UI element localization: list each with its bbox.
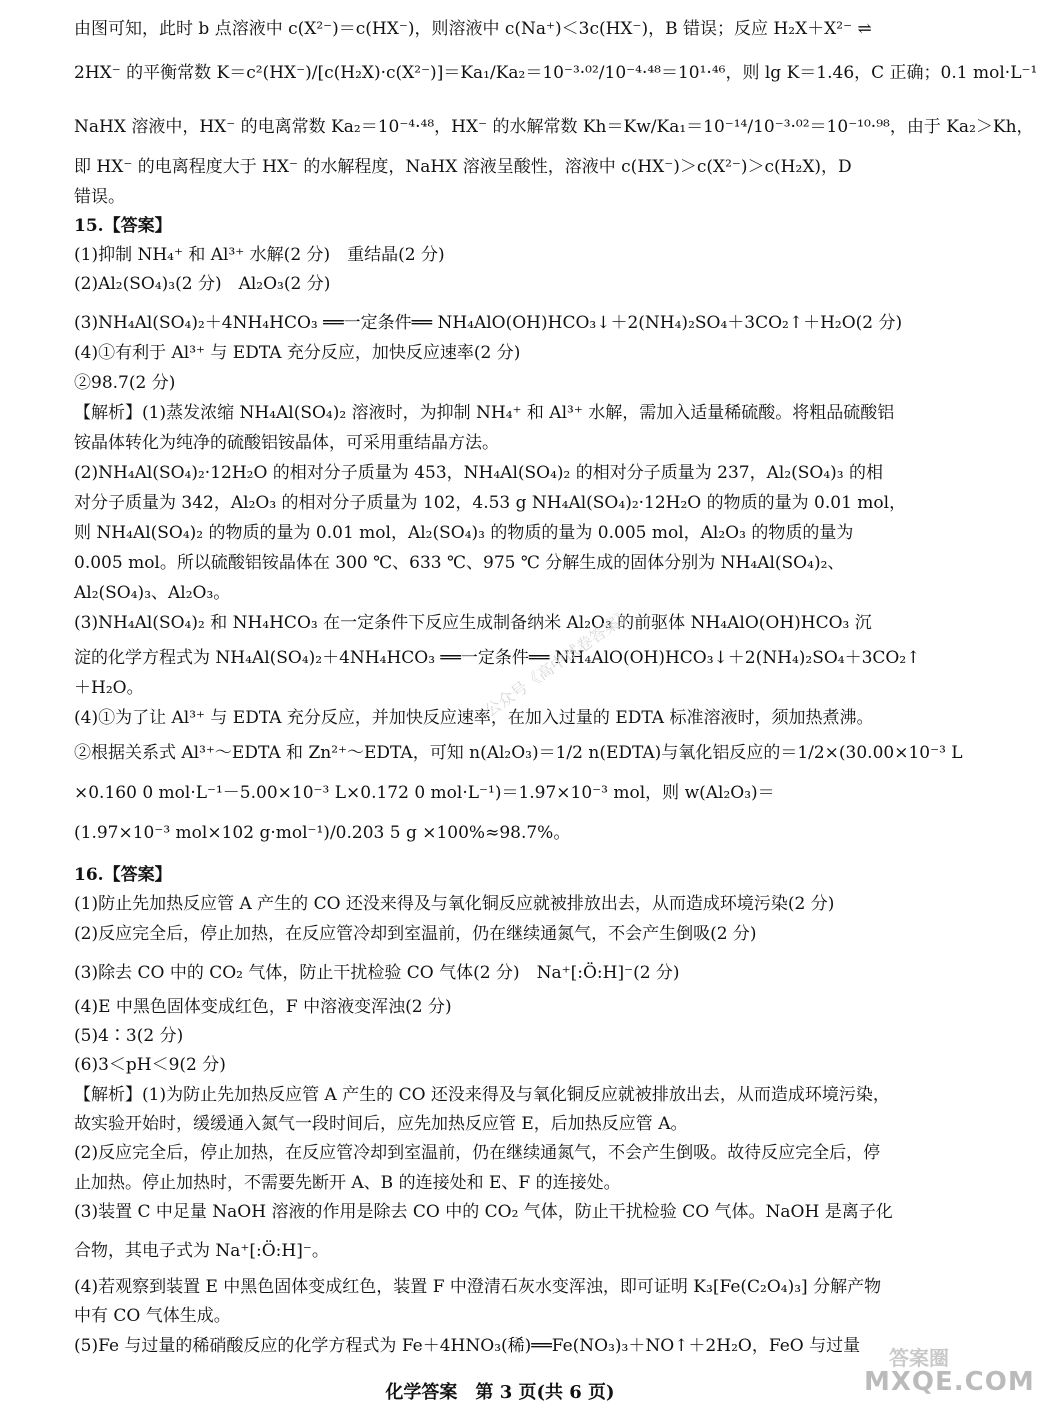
text-line: 中有 CO 气体生成。	[74, 1306, 231, 1326]
text-line: (3)NH₄Al(SO₄)₂ 和 NH₄HCO₃ 在一定条件下反应生成制备纳米 Al₂O₃ 的前驱体 NH₄AlO(OH)HCO₃ 沉	[74, 613, 872, 633]
text-line: 2HX⁻ 的平衡常数 K＝c²(HX⁻)/[c(H₂X)·c(X²⁻)]＝Ka₁/Ka₂＝10⁻³·⁰²/10⁻⁴·⁴⁸＝10¹·⁴⁶，则 lg K＝1.46，C 正确；0.1 mol·L⁻¹	[74, 63, 1037, 83]
text-line: (1.97×10⁻³ mol×102 g·mol⁻¹)/0.203 5 g ×100%≈98.7%。	[74, 823, 571, 843]
text-line: (5)Fe 与过量的稀硝酸反应的化学方程式为 Fe＋4HNO₃(稀)══Fe(NO₃)₃＋NO↑＋2H₂O，FeO 与过量	[74, 1336, 861, 1356]
text-line: 止加热。停止加热时，不需要先断开 A、B 的连接处和 E、F 的连接处。	[74, 1173, 621, 1193]
watermark-bottom: MXQE.COM	[864, 1367, 1035, 1397]
text-line: 则 NH₄Al(SO₄)₂ 的物质的量为 0.01 mol，Al₂(SO₄)₃ 的物质的量为 0.005 mol，Al₂O₃ 的物质的量为	[74, 523, 854, 543]
text-line: NaHX 溶液中，HX⁻ 的电离常数 Ka₂＝10⁻⁴·⁴⁸，HX⁻ 的水解常数 Kh＝Kw/Ka₁＝10⁻¹⁴/10⁻³·⁰²＝10⁻¹⁰·⁹⁸，由于 Ka₂＞Kh，	[74, 117, 1034, 137]
equation-line: 淀的化学方程式为 NH₄Al(SO₄)₂＋4NH₄HCO₃ ══一定条件══ NH₄AlO(OH)HCO₃↓＋2(NH₄)₂SO₄＋3CO₂↑	[74, 648, 921, 668]
text-line: (4)①为了让 Al³⁺ 与 EDTA 充分反应，并加快反应速率，在加入过量的 EDTA 标准溶液时，须加热煮沸。	[74, 708, 874, 728]
text-line: ＋H₂O。	[74, 678, 144, 698]
text-line: (3)除去 CO 中的 CO₂ 气体，防止干扰检验 CO 气体(2 分) Na⁺[:Ö:H]⁻(2 分)	[74, 963, 680, 983]
text-line: 【解析】(1)为防止先加热反应管 A 产生的 CO 还没来得及与氧化铜反应就被排放出去，从而造成环境污染，	[74, 1085, 890, 1105]
text-line: 错误。	[74, 187, 125, 207]
text-line: (1)抑制 NH₄⁺ 和 Al³⁺ 水解(2 分) 重结晶(2 分)	[74, 245, 445, 265]
text-line: (2)反应完全后，停止加热，在反应管冷却到室温前，仍在继续通氮气，不会产生倒吸(2 分)	[74, 924, 757, 944]
text-line: (4)①有利于 Al³⁺ 与 EDTA 充分反应，加快反应速率(2 分)	[74, 343, 521, 363]
text-line: 铵晶体转化为纯净的硫酸铝铵晶体，可采用重结晶方法。	[74, 433, 499, 453]
text-line: Al₂(SO₄)₃、Al₂O₃。	[74, 583, 231, 603]
diagonal-watermark: 公众号《高中试卷答案》	[481, 604, 637, 721]
text-line: (4)若观察到装置 E 中黑色固体变成红色，装置 F 中澄清石灰水变浑浊，即可证明 K₃[Fe(C₂O₄)₃] 分解产物	[74, 1277, 882, 1297]
text-line: 即 HX⁻ 的电离程度大于 HX⁻ 的水解程度，NaHX 溶液呈酸性，溶液中 c(HX⁻)＞c(X²⁻)＞c(H₂X)，D	[74, 157, 852, 177]
text-line: (4)E 中黑色固体变成红色，F 中溶液变浑浊(2 分)	[74, 997, 452, 1017]
watermark-top: 答案圈	[889, 1346, 949, 1370]
text-line: 0.005 mol。所以硫酸铝铵晶体在 300 ℃、633 ℃、975 ℃ 分解生成的固体分别为 NH₄Al(SO₄)₂、	[74, 553, 845, 573]
text-line: 对分子质量为 342，Al₂O₃ 的相对分子质量为 102，4.53 g NH₄Al(SO₄)₂·12H₂O 的物质的量为 0.01 mol，	[74, 493, 907, 513]
equation-line: (3)NH₄Al(SO₄)₂＋4NH₄HCO₃ ══一定条件══ NH₄AlO(OH)HCO₃↓＋2(NH₄)₂SO₄＋3CO₂↑＋H₂O(2 分)	[74, 313, 903, 333]
text-line: (2)反应完全后，停止加热，在反应管冷却到室温前，仍在继续通氮气，不会产生倒吸。故待反应完全后，停	[74, 1143, 881, 1163]
text-line: 【解析】(1)蒸发浓缩 NH₄Al(SO₄)₂ 溶液时，为抑制 NH₄⁺ 和 Al³⁺ 水解，需加入适量稀硫酸。将粗品硫酸铝	[74, 403, 895, 423]
text-line: (2)NH₄Al(SO₄)₂·12H₂O 的相对分子质量为 453，NH₄Al(SO₄)₂ 的相对分子质量为 237，Al₂(SO₄)₃ 的相	[74, 463, 884, 483]
section-heading: 16.【答案】	[74, 865, 172, 885]
page-footer: 化学答案 第 3 页(共 6 页)	[385, 1382, 615, 1403]
site-watermark-logo	[864, 1346, 1035, 1406]
text-line: (5)4∶3(2 分)	[74, 1026, 184, 1046]
text-line: ×0.160 0 mol·L⁻¹－5.00×10⁻³ L×0.172 0 mol·L⁻¹)＝1.97×10⁻³ mol，则 w(Al₂O₃)＝	[74, 783, 775, 803]
section-heading: 15.【答案】	[74, 216, 172, 236]
text-line: 故实验开始时，缓缓通入氮气一段时间后，应先加热反应管 E，后加热反应管 A。	[74, 1114, 688, 1134]
text-line: 由图可知，此时 b 点溶液中 c(X²⁻)＝c(HX⁻)，则溶液中 c(Na⁺)＜3c(HX⁻)，B 错误；反应 H₂X＋X²⁻ ⇌	[74, 19, 872, 39]
text-line: 合物，其电子式为 Na⁺[:Ö:H]⁻。	[74, 1241, 329, 1261]
text-line: (2)Al₂(SO₄)₃(2 分) Al₂O₃(2 分)	[74, 274, 331, 294]
text-line: (3)装置 C 中足量 NaOH 溶液的作用是除去 CO 中的 CO₂ 气体，防止干扰检验 CO 气体。NaOH 是离子化	[74, 1202, 893, 1222]
text-line: (6)3＜pH＜9(2 分)	[74, 1055, 226, 1075]
text-line: (1)防止先加热反应管 A 产生的 CO 还没来得及与氧化铜反应就被排放出去，从而造成环境污染(2 分)	[74, 894, 835, 914]
text-line: ②根据关系式 Al³⁺～EDTA 和 Zn²⁺～EDTA，可知 n(Al₂O₃)＝1/2 n(EDTA)与氧化铝反应的＝1/2×(30.00×10⁻³ L	[74, 743, 963, 763]
text-line: ②98.7(2 分)	[74, 373, 176, 393]
